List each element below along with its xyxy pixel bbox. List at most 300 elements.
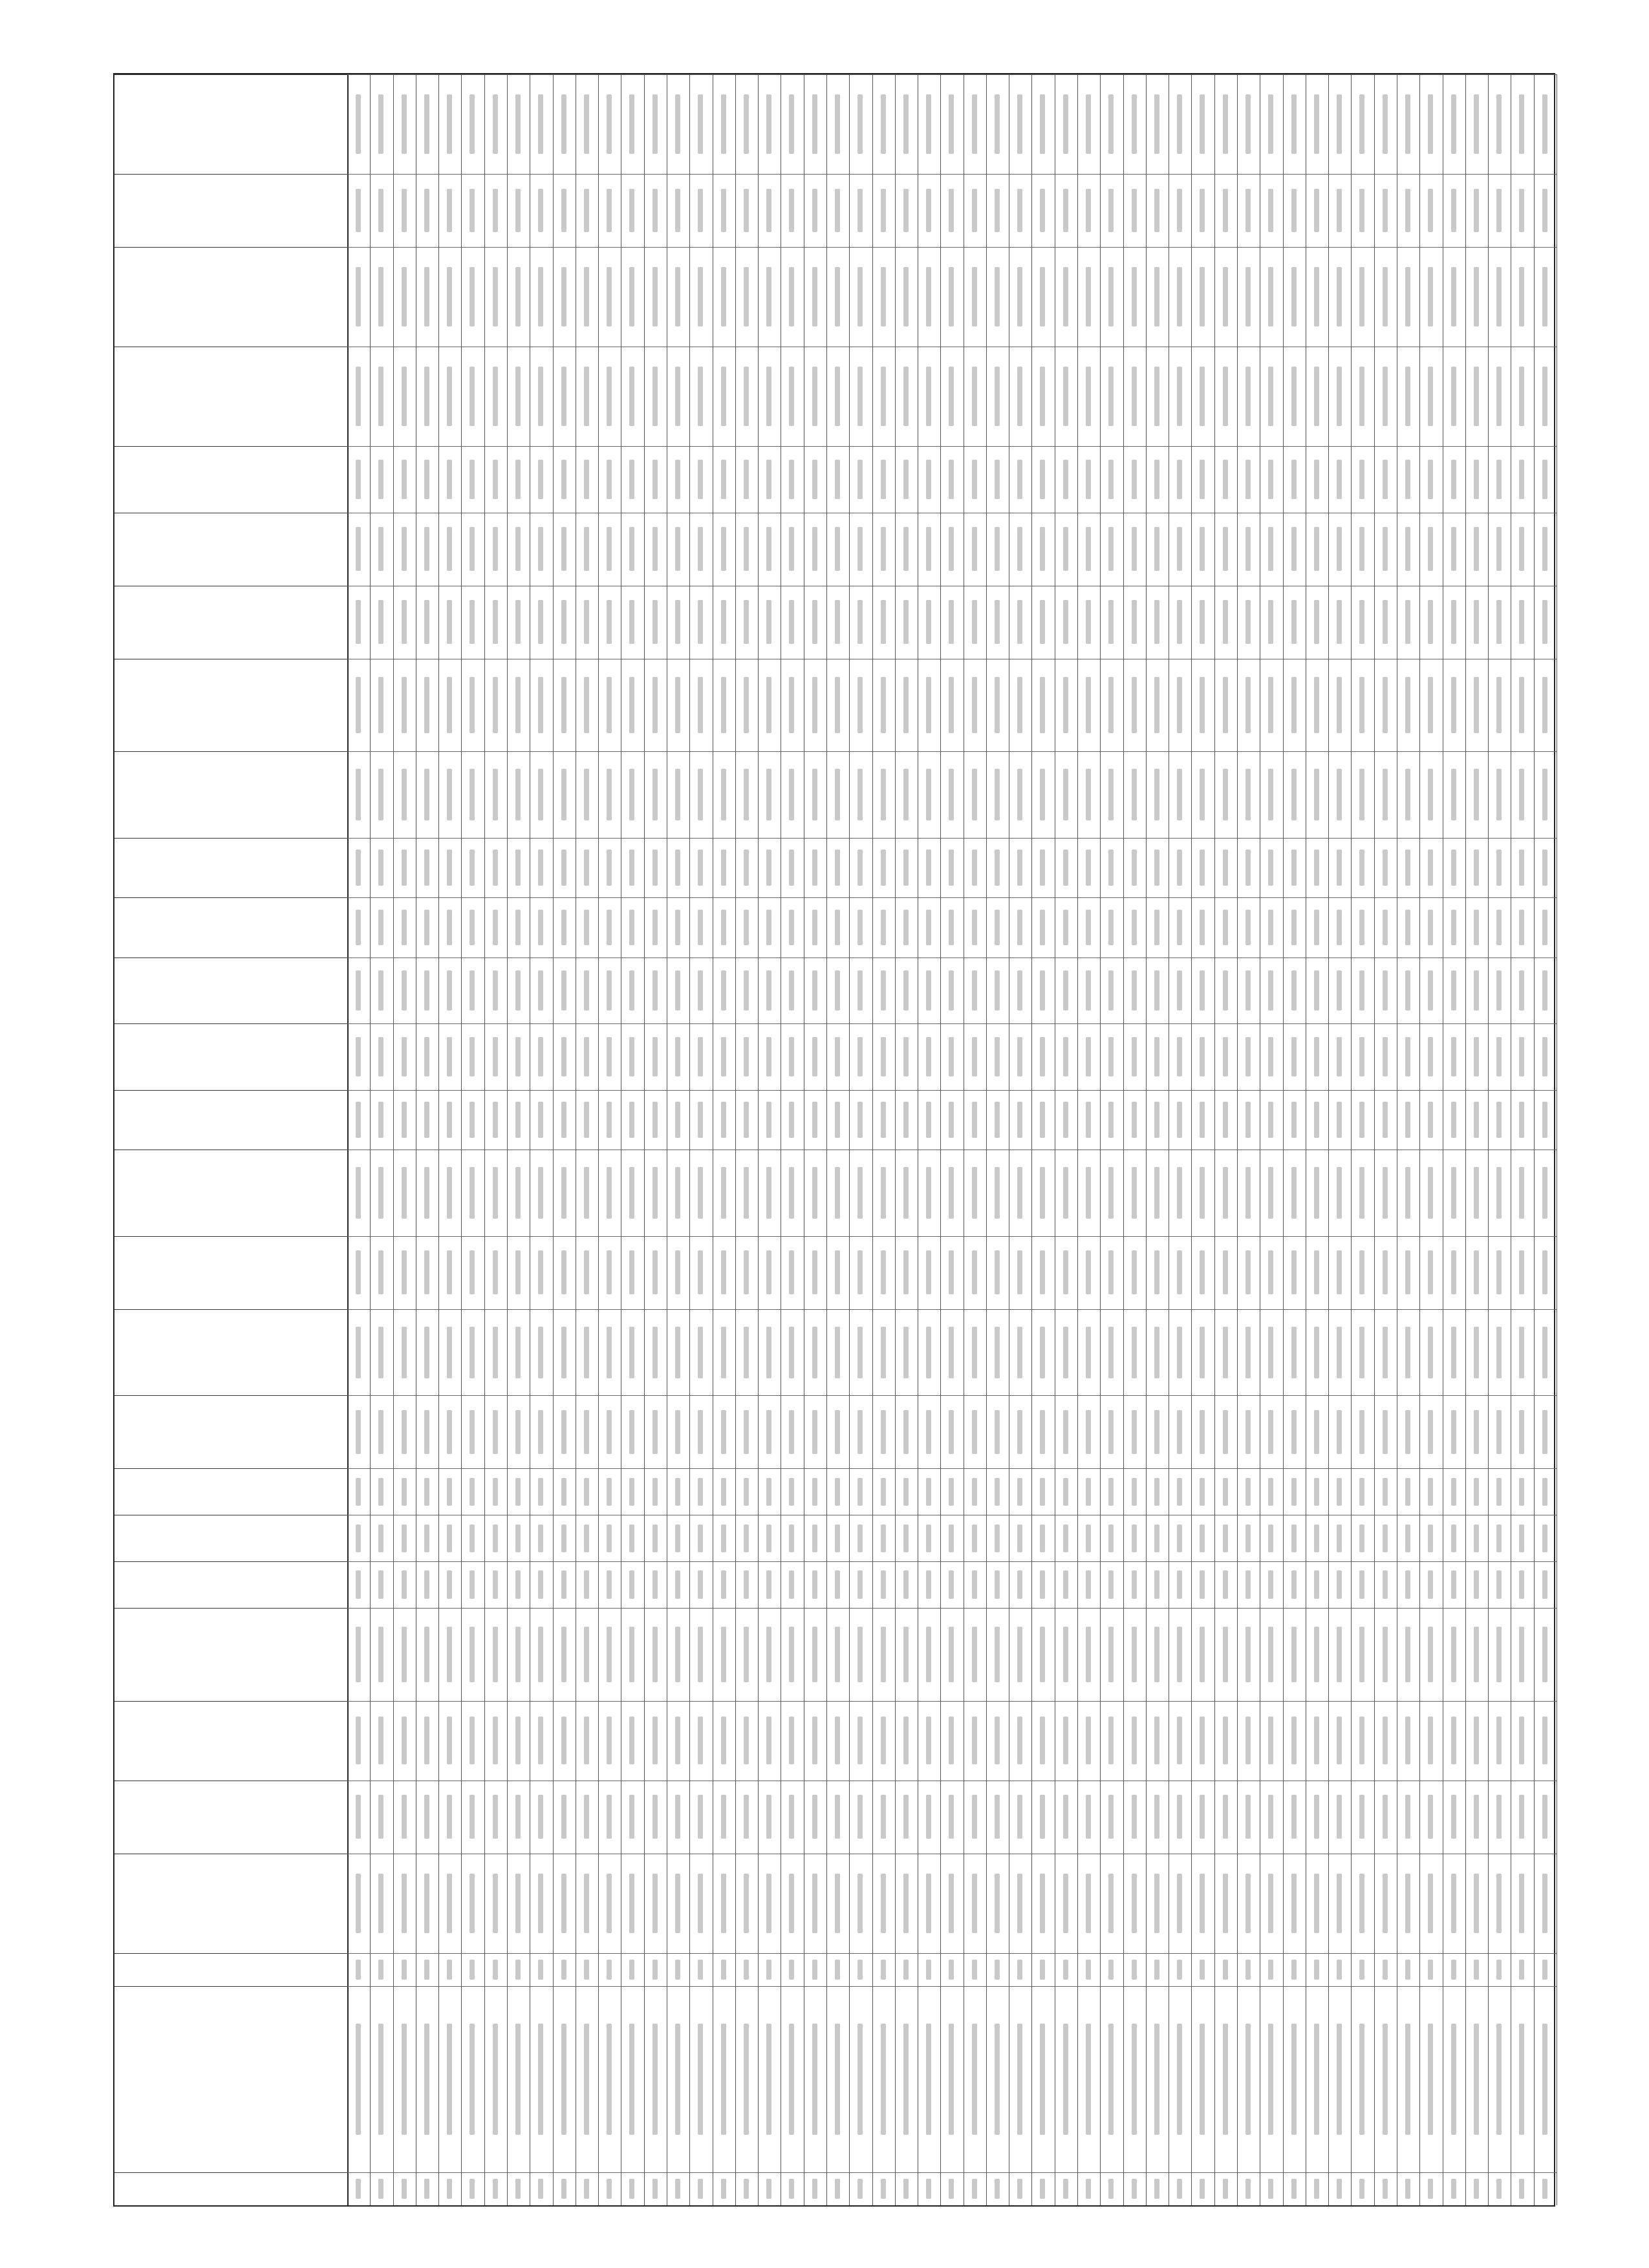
table-cell bbox=[1283, 1781, 1306, 1854]
illegible-text-placeholder bbox=[1314, 367, 1319, 426]
illegible-text-placeholder bbox=[1359, 1167, 1364, 1219]
table-cell bbox=[689, 957, 712, 1024]
illegible-text-placeholder bbox=[1496, 850, 1502, 885]
table-cell bbox=[1351, 347, 1374, 446]
illegible-text-placeholder bbox=[356, 460, 361, 500]
illegible-text-placeholder bbox=[1542, 367, 1547, 426]
illegible-text-placeholder bbox=[1268, 677, 1273, 733]
table-cell bbox=[1100, 751, 1123, 837]
illegible-text-placeholder bbox=[812, 1037, 817, 1077]
illegible-text-placeholder bbox=[857, 769, 863, 820]
illegible-text-placeholder bbox=[652, 600, 658, 644]
table-cell bbox=[576, 1854, 598, 1953]
illegible-text-placeholder bbox=[926, 367, 931, 426]
table-cell bbox=[872, 1986, 895, 2172]
table-cell bbox=[804, 1236, 826, 1309]
table-cell bbox=[1465, 247, 1488, 347]
illegible-text-placeholder bbox=[744, 1717, 749, 1764]
illegible-text-placeholder bbox=[766, 910, 771, 945]
illegible-text-placeholder bbox=[515, 600, 521, 644]
illegible-text-placeholder bbox=[675, 189, 680, 233]
illegible-text-placeholder bbox=[903, 769, 909, 820]
illegible-text-placeholder bbox=[1132, 1627, 1137, 1682]
illegible-text-placeholder bbox=[1154, 460, 1159, 500]
illegible-text-placeholder bbox=[698, 1410, 703, 1454]
illegible-text-placeholder bbox=[424, 2179, 429, 2199]
table-cell bbox=[461, 1608, 484, 1701]
illegible-text-placeholder bbox=[721, 367, 726, 426]
table-cell bbox=[1214, 1986, 1237, 2172]
table-cell bbox=[689, 1986, 712, 2172]
illegible-text-placeholder bbox=[1451, 1960, 1456, 1980]
table-cell bbox=[1237, 1986, 1260, 2172]
illegible-text-placeholder bbox=[378, 1627, 383, 1682]
illegible-text-placeholder bbox=[1496, 267, 1502, 326]
illegible-text-placeholder bbox=[1177, 1874, 1182, 1933]
table-cell bbox=[1488, 1608, 1511, 1701]
table-cell bbox=[1031, 1561, 1054, 1608]
table-row bbox=[781, 74, 804, 2205]
illegible-text-placeholder bbox=[972, 189, 977, 233]
illegible-text-placeholder bbox=[1337, 460, 1342, 500]
illegible-text-placeholder bbox=[561, 769, 566, 820]
table-cell bbox=[393, 2172, 416, 2205]
table-cell bbox=[393, 174, 416, 247]
table-row bbox=[872, 74, 896, 2205]
illegible-text-placeholder bbox=[1496, 1627, 1502, 1682]
table-cell bbox=[1077, 1781, 1100, 1854]
table-cell bbox=[1328, 446, 1351, 513]
illegible-text-placeholder bbox=[1108, 1874, 1114, 1933]
table-cell bbox=[1146, 838, 1169, 897]
table-cell bbox=[1397, 446, 1419, 513]
table-cell bbox=[1260, 751, 1282, 837]
illegible-text-placeholder bbox=[1063, 1037, 1068, 1077]
illegible-text-placeholder bbox=[812, 2179, 817, 2199]
table-cell bbox=[804, 446, 826, 513]
illegible-text-placeholder bbox=[949, 1960, 954, 1980]
illegible-text-placeholder bbox=[561, 267, 566, 326]
illegible-text-placeholder bbox=[356, 1251, 361, 1295]
table-cell bbox=[689, 1309, 712, 1395]
table-cell bbox=[940, 1561, 963, 1608]
table-cell bbox=[1443, 513, 1465, 586]
table-cell bbox=[781, 2172, 803, 2205]
illegible-text-placeholder bbox=[1017, 2179, 1022, 2199]
illegible-text-placeholder bbox=[1428, 460, 1433, 500]
table-cell bbox=[438, 659, 461, 752]
illegible-text-placeholder bbox=[1542, 850, 1547, 885]
table-cell bbox=[1328, 1515, 1351, 1561]
table-cell bbox=[1077, 1468, 1100, 1515]
table-cell bbox=[347, 513, 370, 586]
table-cell bbox=[1009, 2172, 1031, 2205]
table-cell bbox=[781, 1515, 803, 1561]
table-cell bbox=[416, 659, 438, 752]
illegible-text-placeholder bbox=[1245, 367, 1251, 426]
table-cell bbox=[849, 1236, 872, 1309]
illegible-text-placeholder bbox=[744, 910, 749, 945]
table-cell bbox=[986, 1090, 1009, 1150]
table-cell bbox=[644, 347, 667, 446]
table-cell bbox=[461, 1150, 484, 1236]
illegible-text-placeholder bbox=[469, 1102, 475, 1138]
table-cell bbox=[416, 247, 438, 347]
table-cell bbox=[1260, 1561, 1282, 1608]
table-cell bbox=[1306, 1236, 1328, 1309]
table-cell bbox=[1534, 1023, 1557, 1090]
table-cell bbox=[1009, 1468, 1031, 1515]
illegible-text-placeholder bbox=[607, 1327, 612, 1378]
illegible-text-placeholder bbox=[402, 1874, 407, 1933]
illegible-text-placeholder bbox=[1268, 189, 1273, 233]
table-cell bbox=[393, 1090, 416, 1150]
illegible-text-placeholder bbox=[1223, 1102, 1228, 1138]
table-cell bbox=[1534, 1986, 1557, 2172]
table-cell bbox=[964, 751, 986, 837]
table-cell bbox=[1123, 513, 1146, 586]
illegible-text-placeholder bbox=[493, 970, 498, 1011]
illegible-text-placeholder bbox=[903, 460, 909, 500]
illegible-text-placeholder bbox=[1177, 1960, 1182, 1980]
illegible-text-placeholder bbox=[356, 850, 361, 885]
table-cell bbox=[621, 1561, 643, 1608]
illegible-text-placeholder bbox=[515, 1717, 521, 1764]
illegible-text-placeholder bbox=[1245, 2179, 1251, 2199]
table-cell bbox=[507, 1236, 530, 1309]
table-cell bbox=[598, 174, 621, 247]
table-cell bbox=[370, 513, 393, 586]
illegible-text-placeholder bbox=[629, 1960, 634, 1980]
illegible-text-placeholder bbox=[538, 850, 543, 885]
table-cell bbox=[393, 1854, 416, 1953]
illegible-text-placeholder bbox=[378, 1410, 383, 1454]
table-cell bbox=[1443, 1309, 1465, 1395]
table-cell bbox=[621, 1150, 643, 1236]
table-cell bbox=[1100, 838, 1123, 897]
table-cell bbox=[1488, 1953, 1511, 1986]
illegible-text-placeholder bbox=[447, 677, 452, 733]
illegible-text-placeholder bbox=[1314, 910, 1319, 945]
illegible-text-placeholder bbox=[789, 1410, 794, 1454]
illegible-text-placeholder bbox=[789, 1478, 794, 1506]
table-cell bbox=[576, 838, 598, 897]
illegible-text-placeholder bbox=[1451, 1167, 1456, 1219]
illegible-text-placeholder bbox=[903, 1102, 909, 1138]
illegible-text-placeholder bbox=[1108, 367, 1114, 426]
table-cell bbox=[1169, 957, 1191, 1024]
table-cell bbox=[1465, 1854, 1488, 1953]
illegible-text-placeholder bbox=[766, 1478, 771, 1506]
illegible-text-placeholder bbox=[903, 850, 909, 885]
table-cell bbox=[553, 1561, 576, 1608]
table-cell bbox=[484, 174, 507, 247]
table-cell bbox=[576, 1309, 598, 1395]
table-cell bbox=[347, 1236, 370, 1309]
table-cell bbox=[804, 74, 826, 174]
table-cell bbox=[461, 347, 484, 446]
table-cell bbox=[1077, 2172, 1100, 2205]
table-cell bbox=[758, 347, 781, 446]
table-cell bbox=[416, 838, 438, 897]
table-cell bbox=[530, 1561, 552, 1608]
table-cell bbox=[1055, 1515, 1077, 1561]
illegible-text-placeholder bbox=[1200, 94, 1205, 154]
table-cell bbox=[1283, 1090, 1306, 1150]
table-cell bbox=[416, 174, 438, 247]
table-cell bbox=[1283, 513, 1306, 586]
table-cell bbox=[872, 751, 895, 837]
table-cell bbox=[1465, 1150, 1488, 1236]
table-cell bbox=[1169, 1515, 1191, 1561]
illegible-text-placeholder bbox=[629, 1327, 634, 1378]
illegible-text-placeholder bbox=[903, 267, 909, 326]
illegible-text-placeholder bbox=[926, 850, 931, 885]
table-cell bbox=[895, 1608, 918, 1701]
table-cell bbox=[1237, 1953, 1260, 1986]
table-row bbox=[1488, 74, 1511, 2205]
illegible-text-placeholder bbox=[1154, 267, 1159, 326]
table-cell bbox=[1031, 1608, 1054, 1701]
table-cell bbox=[826, 1309, 849, 1395]
illegible-text-placeholder bbox=[515, 1251, 521, 1295]
illegible-text-placeholder bbox=[652, 189, 658, 233]
table-cell bbox=[849, 1781, 872, 1854]
illegible-text-placeholder bbox=[1542, 1478, 1547, 1506]
table-cell bbox=[735, 1701, 758, 1781]
illegible-text-placeholder bbox=[515, 2024, 521, 2135]
illegible-text-placeholder bbox=[926, 1102, 931, 1138]
illegible-text-placeholder bbox=[1223, 1570, 1228, 1598]
table-cell bbox=[1374, 586, 1397, 659]
table-cell bbox=[1146, 446, 1169, 513]
illegible-text-placeholder bbox=[766, 2024, 771, 2135]
table-cell bbox=[1328, 897, 1351, 957]
illegible-text-placeholder bbox=[493, 850, 498, 885]
table-cell bbox=[598, 957, 621, 1024]
illegible-text-placeholder bbox=[1177, 1410, 1182, 1454]
illegible-text-placeholder bbox=[1451, 1251, 1456, 1295]
illegible-text-placeholder bbox=[1519, 189, 1524, 233]
illegible-text-placeholder bbox=[881, 1102, 886, 1138]
illegible-text-placeholder bbox=[766, 367, 771, 426]
illegible-text-placeholder bbox=[789, 850, 794, 885]
table-cell bbox=[621, 838, 643, 897]
illegible-text-placeholder bbox=[1154, 1960, 1159, 1980]
table-cell bbox=[370, 1608, 393, 1701]
illegible-text-placeholder bbox=[424, 1327, 429, 1378]
table-cell bbox=[1214, 957, 1237, 1024]
table-cell bbox=[758, 446, 781, 513]
illegible-text-placeholder bbox=[1063, 850, 1068, 885]
illegible-text-placeholder bbox=[1451, 1570, 1456, 1598]
table-cell bbox=[872, 897, 895, 957]
illegible-text-placeholder bbox=[1383, 1795, 1388, 1839]
table-cell bbox=[895, 1561, 918, 1608]
table-cell bbox=[1100, 1090, 1123, 1150]
illegible-text-placeholder bbox=[356, 94, 361, 154]
illegible-text-placeholder bbox=[447, 1167, 452, 1219]
table-cell bbox=[1283, 1561, 1306, 1608]
table-cell bbox=[1214, 1150, 1237, 1236]
illegible-text-placeholder bbox=[469, 1570, 475, 1598]
table-row bbox=[393, 74, 416, 2205]
table-cell bbox=[1169, 347, 1191, 446]
table-cell bbox=[1374, 247, 1397, 347]
table-cell bbox=[940, 1150, 963, 1236]
illegible-text-placeholder bbox=[515, 1037, 521, 1077]
illegible-text-placeholder bbox=[652, 527, 658, 571]
table-cell bbox=[758, 838, 781, 897]
table-cell bbox=[758, 1701, 781, 1781]
table-row bbox=[1123, 74, 1147, 2205]
table-cell bbox=[964, 347, 986, 446]
table-cell bbox=[918, 174, 940, 247]
illegible-text-placeholder bbox=[835, 527, 840, 571]
table-cell bbox=[826, 1608, 849, 1701]
table-row bbox=[1009, 74, 1032, 2205]
table-cell bbox=[484, 586, 507, 659]
illegible-text-placeholder bbox=[493, 1960, 498, 1980]
table-cell bbox=[1146, 1781, 1169, 1854]
illegible-text-placeholder bbox=[1428, 910, 1433, 945]
illegible-text-placeholder bbox=[515, 1478, 521, 1506]
table-cell bbox=[621, 1023, 643, 1090]
illegible-text-placeholder bbox=[857, 677, 863, 733]
illegible-text-placeholder bbox=[972, 1570, 977, 1598]
table-cell bbox=[689, 659, 712, 752]
illegible-text-placeholder bbox=[857, 527, 863, 571]
table-row bbox=[849, 74, 872, 2205]
table-cell bbox=[1443, 659, 1465, 752]
table-cell bbox=[1443, 1236, 1465, 1309]
table-cell bbox=[393, 751, 416, 837]
illegible-text-placeholder bbox=[812, 2024, 817, 2135]
table-cell bbox=[438, 751, 461, 837]
illegible-text-placeholder bbox=[1474, 189, 1479, 233]
illegible-text-placeholder bbox=[1291, 1037, 1297, 1077]
illegible-text-placeholder bbox=[1474, 1524, 1479, 1552]
table-cell bbox=[1077, 174, 1100, 247]
illegible-text-placeholder bbox=[1017, 2024, 1022, 2135]
illegible-text-placeholder bbox=[1519, 267, 1524, 326]
table-cell bbox=[1351, 74, 1374, 174]
illegible-text-placeholder bbox=[1314, 677, 1319, 733]
table-cell bbox=[781, 1608, 803, 1701]
table-cell bbox=[1169, 1781, 1191, 1854]
table-cell bbox=[1123, 446, 1146, 513]
illegible-text-placeholder bbox=[1496, 1410, 1502, 1454]
illegible-text-placeholder bbox=[721, 1627, 726, 1682]
table-cell bbox=[1191, 1468, 1214, 1515]
table-cell bbox=[1397, 1781, 1419, 1854]
table-cell bbox=[667, 1468, 689, 1515]
table-row bbox=[1351, 74, 1374, 2205]
illegible-text-placeholder bbox=[1177, 677, 1182, 733]
illegible-text-placeholder bbox=[698, 1251, 703, 1295]
table-cell bbox=[1465, 586, 1488, 659]
table-cell bbox=[1055, 751, 1077, 837]
illegible-text-placeholder bbox=[378, 1524, 383, 1552]
illegible-text-placeholder bbox=[1017, 1874, 1022, 1933]
table-cell bbox=[1397, 1395, 1419, 1468]
table-cell bbox=[1031, 1023, 1054, 1090]
illegible-text-placeholder bbox=[1451, 367, 1456, 426]
table-cell bbox=[1100, 1023, 1123, 1090]
table-cell bbox=[804, 1953, 826, 1986]
illegible-text-placeholder bbox=[1086, 1037, 1091, 1077]
table-cell bbox=[347, 1986, 370, 2172]
illegible-text-placeholder bbox=[1542, 1874, 1547, 1933]
illegible-text-placeholder bbox=[744, 367, 749, 426]
table-cell bbox=[1237, 1468, 1260, 1515]
illegible-text-placeholder bbox=[1223, 1960, 1228, 1980]
table-cell bbox=[1374, 1236, 1397, 1309]
illegible-text-placeholder bbox=[1383, 1717, 1388, 1764]
illegible-text-placeholder bbox=[378, 2024, 383, 2135]
table-cell bbox=[1191, 247, 1214, 347]
table-cell bbox=[370, 1953, 393, 1986]
table-cell bbox=[1169, 1561, 1191, 1608]
table-row bbox=[1511, 74, 1534, 2205]
table-cell bbox=[964, 1781, 986, 1854]
table-cell bbox=[918, 247, 940, 347]
table-cell bbox=[940, 957, 963, 1024]
table-cell bbox=[1191, 1150, 1214, 1236]
illegible-text-placeholder bbox=[1405, 1874, 1410, 1933]
table-cell bbox=[804, 347, 826, 446]
table-cell bbox=[1306, 174, 1328, 247]
table-cell bbox=[872, 1236, 895, 1309]
table-cell bbox=[1169, 751, 1191, 837]
illegible-text-placeholder bbox=[1132, 769, 1137, 820]
illegible-text-placeholder bbox=[835, 1251, 840, 1295]
table-cell bbox=[689, 174, 712, 247]
illegible-text-placeholder bbox=[1291, 1524, 1297, 1552]
illegible-text-placeholder bbox=[857, 367, 863, 426]
illegible-text-placeholder bbox=[1017, 677, 1022, 733]
illegible-text-placeholder bbox=[675, 1570, 680, 1598]
illegible-text-placeholder bbox=[744, 1478, 749, 1506]
illegible-text-placeholder bbox=[447, 1795, 452, 1839]
table-cell bbox=[1237, 1023, 1260, 1090]
illegible-text-placeholder bbox=[903, 910, 909, 945]
table-cell bbox=[438, 74, 461, 174]
table-cell bbox=[553, 2172, 576, 2205]
table-cell bbox=[940, 1090, 963, 1150]
illegible-text-placeholder bbox=[447, 460, 452, 500]
illegible-text-placeholder bbox=[652, 769, 658, 820]
illegible-text-placeholder bbox=[1177, 1795, 1182, 1839]
illegible-text-placeholder bbox=[1337, 1410, 1342, 1454]
table-cell bbox=[484, 1150, 507, 1236]
table-cell bbox=[918, 74, 940, 174]
table-cell bbox=[1031, 957, 1054, 1024]
illegible-text-placeholder bbox=[1132, 970, 1137, 1011]
illegible-text-placeholder bbox=[1451, 1102, 1456, 1138]
illegible-text-placeholder bbox=[356, 910, 361, 945]
illegible-text-placeholder bbox=[356, 769, 361, 820]
table-cell bbox=[1214, 1854, 1237, 1953]
illegible-text-placeholder bbox=[493, 1874, 498, 1933]
table-cell bbox=[530, 446, 552, 513]
illegible-text-placeholder bbox=[447, 600, 452, 644]
table-cell bbox=[393, 586, 416, 659]
table-cell bbox=[416, 513, 438, 586]
table-row bbox=[804, 74, 827, 2205]
illegible-text-placeholder bbox=[1314, 1410, 1319, 1454]
table-cell bbox=[1055, 1953, 1077, 1986]
